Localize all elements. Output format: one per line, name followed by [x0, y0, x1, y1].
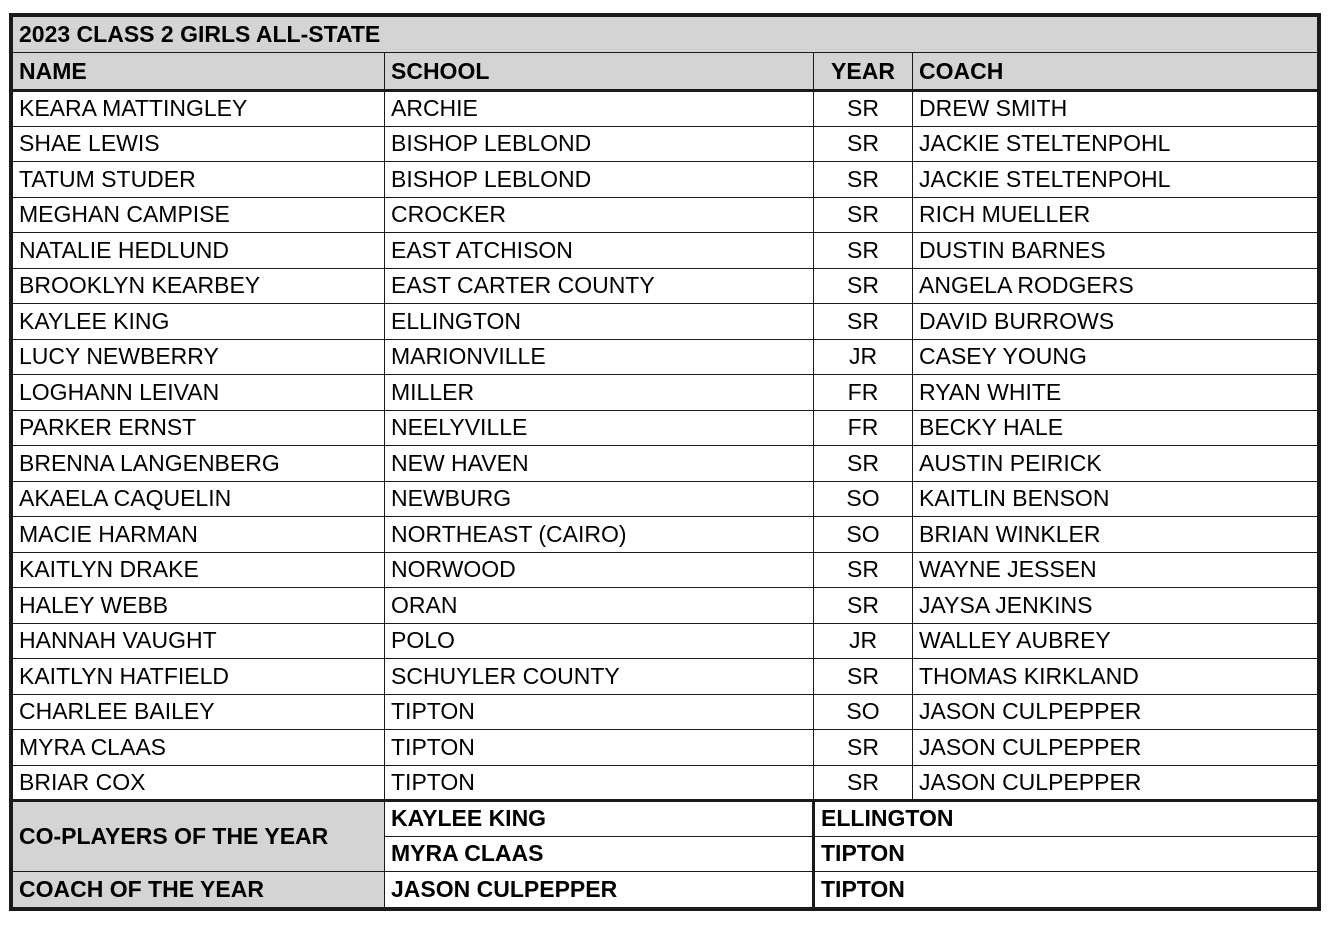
table-row: [13, 197, 1318, 233]
award-player-school: TIPTON: [814, 836, 1318, 872]
player-year: SR: [814, 126, 913, 162]
title-row: [13, 17, 1318, 53]
award-row-player: [13, 801, 1318, 837]
award-label-players: CO-PLAYERS OF THE YEAR: [13, 801, 385, 872]
player-coach: KAITLIN BENSON: [913, 481, 1318, 517]
player-year: SR: [814, 659, 913, 695]
player-year: FR: [814, 375, 913, 411]
player-name: MEGHAN CAMPISE: [13, 197, 385, 233]
award-player-name: KAYLEE KING: [385, 801, 814, 837]
award-player-school: ELLINGTON: [814, 801, 1318, 837]
award-row-coach: [13, 872, 1318, 908]
player-school: TIPTON: [385, 765, 814, 801]
player-coach: JACKIE STELTENPOHL: [913, 162, 1318, 198]
player-year: FR: [814, 410, 913, 446]
player-coach: THOMAS KIRKLAND: [913, 659, 1318, 695]
player-year: SR: [814, 233, 913, 269]
player-year: SO: [814, 481, 913, 517]
player-name: KAITLYN DRAKE: [13, 552, 385, 588]
player-school: EAST CARTER COUNTY: [385, 268, 814, 304]
player-name: LUCY NEWBERRY: [13, 339, 385, 375]
player-year: SR: [814, 304, 913, 340]
table-row: [13, 233, 1318, 269]
table-row: [13, 481, 1318, 517]
award-coach-school: TIPTON: [814, 872, 1318, 908]
player-year: SR: [814, 730, 913, 766]
table-row: [13, 765, 1318, 801]
column-header-school: SCHOOL: [385, 53, 814, 91]
table-row: [13, 410, 1318, 446]
player-coach: WAYNE JESSEN: [913, 552, 1318, 588]
player-year: SR: [814, 552, 913, 588]
table-row: [13, 162, 1318, 198]
table-row: [13, 623, 1318, 659]
player-school: BISHOP LEBLOND: [385, 126, 814, 162]
player-name: TATUM STUDER: [13, 162, 385, 198]
player-coach: RICH MUELLER: [913, 197, 1318, 233]
player-school: MILLER: [385, 375, 814, 411]
player-school: ORAN: [385, 588, 814, 624]
player-name: CHARLEE BAILEY: [13, 694, 385, 730]
all-state-table: [9, 13, 1321, 911]
player-school: BISHOP LEBLOND: [385, 162, 814, 198]
player-coach: DREW SMITH: [913, 91, 1318, 127]
player-year: SR: [814, 268, 913, 304]
player-coach: WALLEY AUBREY: [913, 623, 1318, 659]
player-year: SO: [814, 517, 913, 553]
player-year: SR: [814, 588, 913, 624]
player-coach: AUSTIN PEIRICK: [913, 446, 1318, 482]
table-title: 2023 CLASS 2 GIRLS ALL-STATE: [13, 17, 1318, 53]
column-header-coach: COACH: [913, 53, 1318, 91]
player-school: EAST ATCHISON: [385, 233, 814, 269]
player-name: LOGHANN LEIVAN: [13, 375, 385, 411]
player-name: KAYLEE KING: [13, 304, 385, 340]
player-coach: BECKY HALE: [913, 410, 1318, 446]
player-coach: DUSTIN BARNES: [913, 233, 1318, 269]
player-name: MACIE HARMAN: [13, 517, 385, 553]
table-row: [13, 446, 1318, 482]
player-school: NEW HAVEN: [385, 446, 814, 482]
player-school: NEELYVILLE: [385, 410, 814, 446]
player-year: JR: [814, 339, 913, 375]
table-row: [13, 552, 1318, 588]
player-school: POLO: [385, 623, 814, 659]
player-name: PARKER ERNST: [13, 410, 385, 446]
header-row: [13, 53, 1318, 91]
player-coach: JACKIE STELTENPOHL: [913, 126, 1318, 162]
table-row: [13, 268, 1318, 304]
player-name: HALEY WEBB: [13, 588, 385, 624]
player-coach: JASON CULPEPPER: [913, 730, 1318, 766]
player-school: NEWBURG: [385, 481, 814, 517]
player-coach: DAVID BURROWS: [913, 304, 1318, 340]
player-school: NORWOOD: [385, 552, 814, 588]
player-school: NORTHEAST (CAIRO): [385, 517, 814, 553]
player-year: SO: [814, 694, 913, 730]
player-year: SR: [814, 197, 913, 233]
table-row: [13, 375, 1318, 411]
player-coach: BRIAN WINKLER: [913, 517, 1318, 553]
table-row: [13, 588, 1318, 624]
column-header-year: YEAR: [814, 53, 913, 91]
player-year: SR: [814, 91, 913, 127]
player-school: TIPTON: [385, 730, 814, 766]
award-player-name: MYRA CLAAS: [385, 836, 814, 872]
table-row: [13, 517, 1318, 553]
award-coach-name: JASON CULPEPPER: [385, 872, 814, 908]
table-row: [13, 659, 1318, 695]
player-name: KAITLYN HATFIELD: [13, 659, 385, 695]
player-name: AKAELA CAQUELIN: [13, 481, 385, 517]
player-coach: JAYSA JENKINS: [913, 588, 1318, 624]
player-school: ELLINGTON: [385, 304, 814, 340]
player-coach: ANGELA RODGERS: [913, 268, 1318, 304]
player-name: BRENNA LANGENBERG: [13, 446, 385, 482]
player-school: MARIONVILLE: [385, 339, 814, 375]
player-name: KEARA MATTINGLEY: [13, 91, 385, 127]
table-row: [13, 304, 1318, 340]
table-row: [13, 91, 1318, 127]
player-coach: RYAN WHITE: [913, 375, 1318, 411]
column-header-name: NAME: [13, 53, 385, 91]
player-name: BROOKLYN KEARBEY: [13, 268, 385, 304]
player-coach: CASEY YOUNG: [913, 339, 1318, 375]
table-row: [13, 694, 1318, 730]
table-row: [13, 339, 1318, 375]
player-name: NATALIE HEDLUND: [13, 233, 385, 269]
player-year: JR: [814, 623, 913, 659]
player-school: TIPTON: [385, 694, 814, 730]
player-name: HANNAH VAUGHT: [13, 623, 385, 659]
table-row: [13, 730, 1318, 766]
player-school: SCHUYLER COUNTY: [385, 659, 814, 695]
player-name: SHAE LEWIS: [13, 126, 385, 162]
table-row: [13, 126, 1318, 162]
player-year: SR: [814, 446, 913, 482]
player-school: CROCKER: [385, 197, 814, 233]
player-coach: JASON CULPEPPER: [913, 765, 1318, 801]
award-label-coach: COACH OF THE YEAR: [13, 872, 385, 908]
player-name: MYRA CLAAS: [13, 730, 385, 766]
player-school: ARCHIE: [385, 91, 814, 127]
player-year: SR: [814, 162, 913, 198]
player-name: BRIAR COX: [13, 765, 385, 801]
player-coach: JASON CULPEPPER: [913, 694, 1318, 730]
player-year: SR: [814, 765, 913, 801]
